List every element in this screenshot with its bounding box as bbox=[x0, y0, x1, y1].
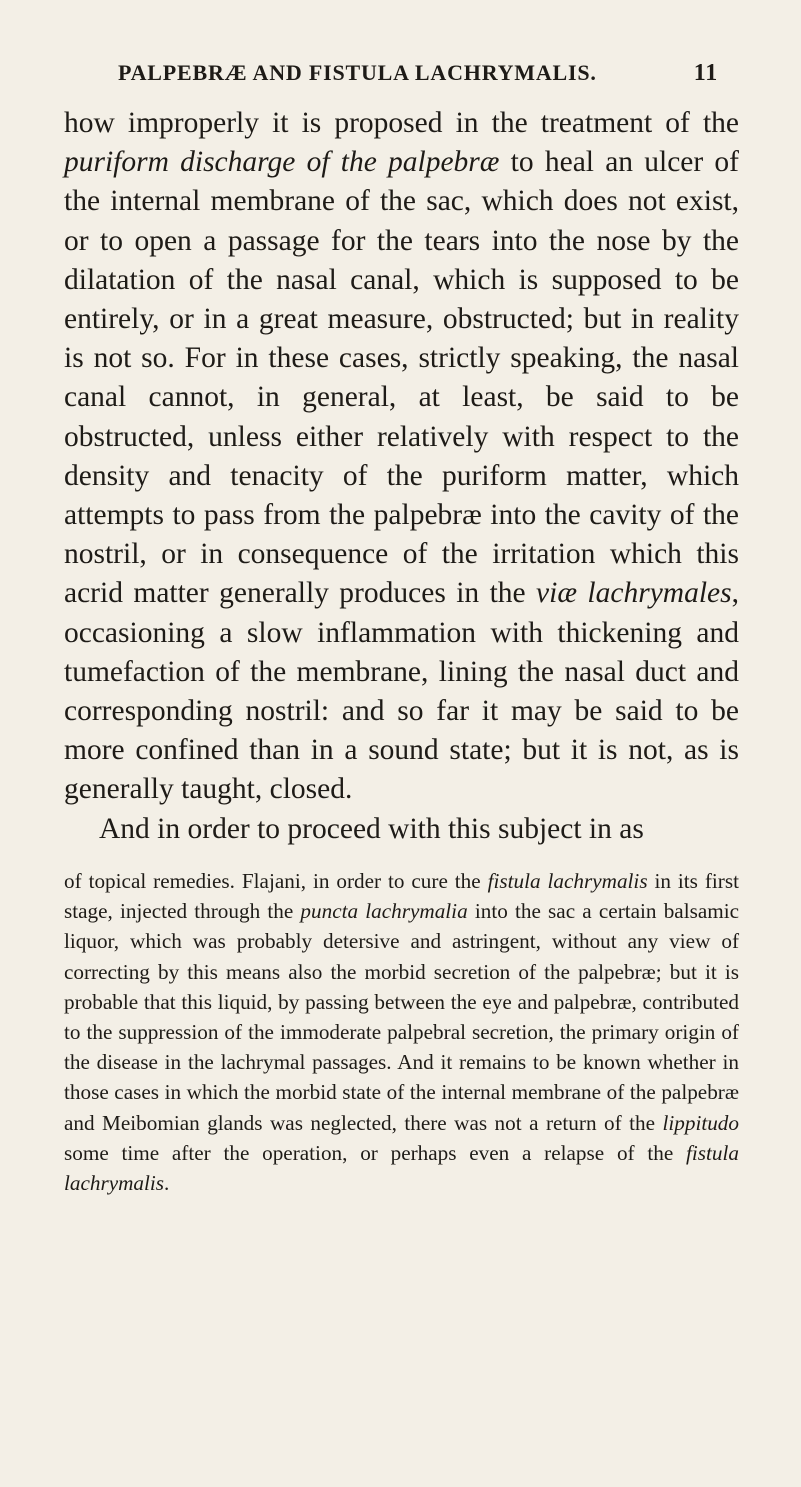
paragraph-1 bbox=[64, 104, 739, 810]
footnote-italic-2: puncta lachrymalia bbox=[300, 899, 468, 924]
paragraph-1-italic-1: puriform discharge of the palpebræ bbox=[64, 146, 500, 179]
paragraph-2: And in order to proceed with this subject in as bbox=[99, 812, 644, 845]
paragraph-1-italic-2: viæ lachrymales bbox=[536, 577, 732, 610]
footnote-text-3: into the sac a certain balsamic liquor, which was probably detersive and astringent, without any view of correcting by this means also the morbid secretion of the palpebræ; but it is probable that this liquid, by passing between the eye and palpebræ, contributed to the suppression of the immoderate palpebral secretion, the primary origin of the disease in the lachrymal passages. And it remains to be known whether in those cases in which the morbid state of the internal membrane of the palpebræ and Meibomian glands was neglected, there was not a return of the bbox=[64, 899, 740, 1135]
running-head-title: PALPEBRÆ AND FISTULA LACHRYMALIS. bbox=[118, 60, 597, 85]
footnote-text-2: in its first stage, injected through the bbox=[64, 869, 739, 924]
footnote-paragraph bbox=[64, 866, 739, 1198]
footnote-text-4: some time after the operation, or perhaps even a relapse of the bbox=[64, 1140, 687, 1165]
footnote-text-1: of topical remedies. Flajani, in order to cure the bbox=[64, 869, 488, 893]
paragraph-1-text-3: , occasioning a slow inflammation with thickening and tumefaction of the membrane, lining the nasal duct and corresponding nostril: and so far it may be said to be more confined than in a sound state; but it is not, as is generally taught, closed. bbox=[64, 577, 739, 806]
paragraph-1-text-2: to heal an ulcer of the internal membrane of the sac, which does not exist, or to open a passage for the tears into the nose by the dilatation of the nasal canal, which is supposed to be entirely, or in a great measure, obstructed; but in reality is not so. For in these cases, strictly speaking, the nasal canal cannot, in general, at least, be said to be obstructed, unless either relatively with respect to the density and tenacity of the puriform matter, which attempts to pass from the palpebræ into the cavity of the nostril, or in consequence of the irritation which this acrid matter generally produces in the bbox=[64, 146, 740, 610]
footnote bbox=[64, 866, 739, 1198]
footnote-italic-3: lippitudo bbox=[662, 1110, 739, 1135]
footnote-italic-4: fistula lachrymalis bbox=[64, 1140, 739, 1196]
paragraph-1-text-1: how improperly it is proposed in the treatment of the bbox=[64, 107, 739, 139]
main-text bbox=[64, 104, 739, 849]
page-number: 11 bbox=[693, 60, 718, 86]
footnote-text-5: . bbox=[164, 1171, 170, 1196]
running-head bbox=[118, 60, 718, 86]
footnote-italic-1: fistula lachrymalis bbox=[487, 869, 648, 893]
